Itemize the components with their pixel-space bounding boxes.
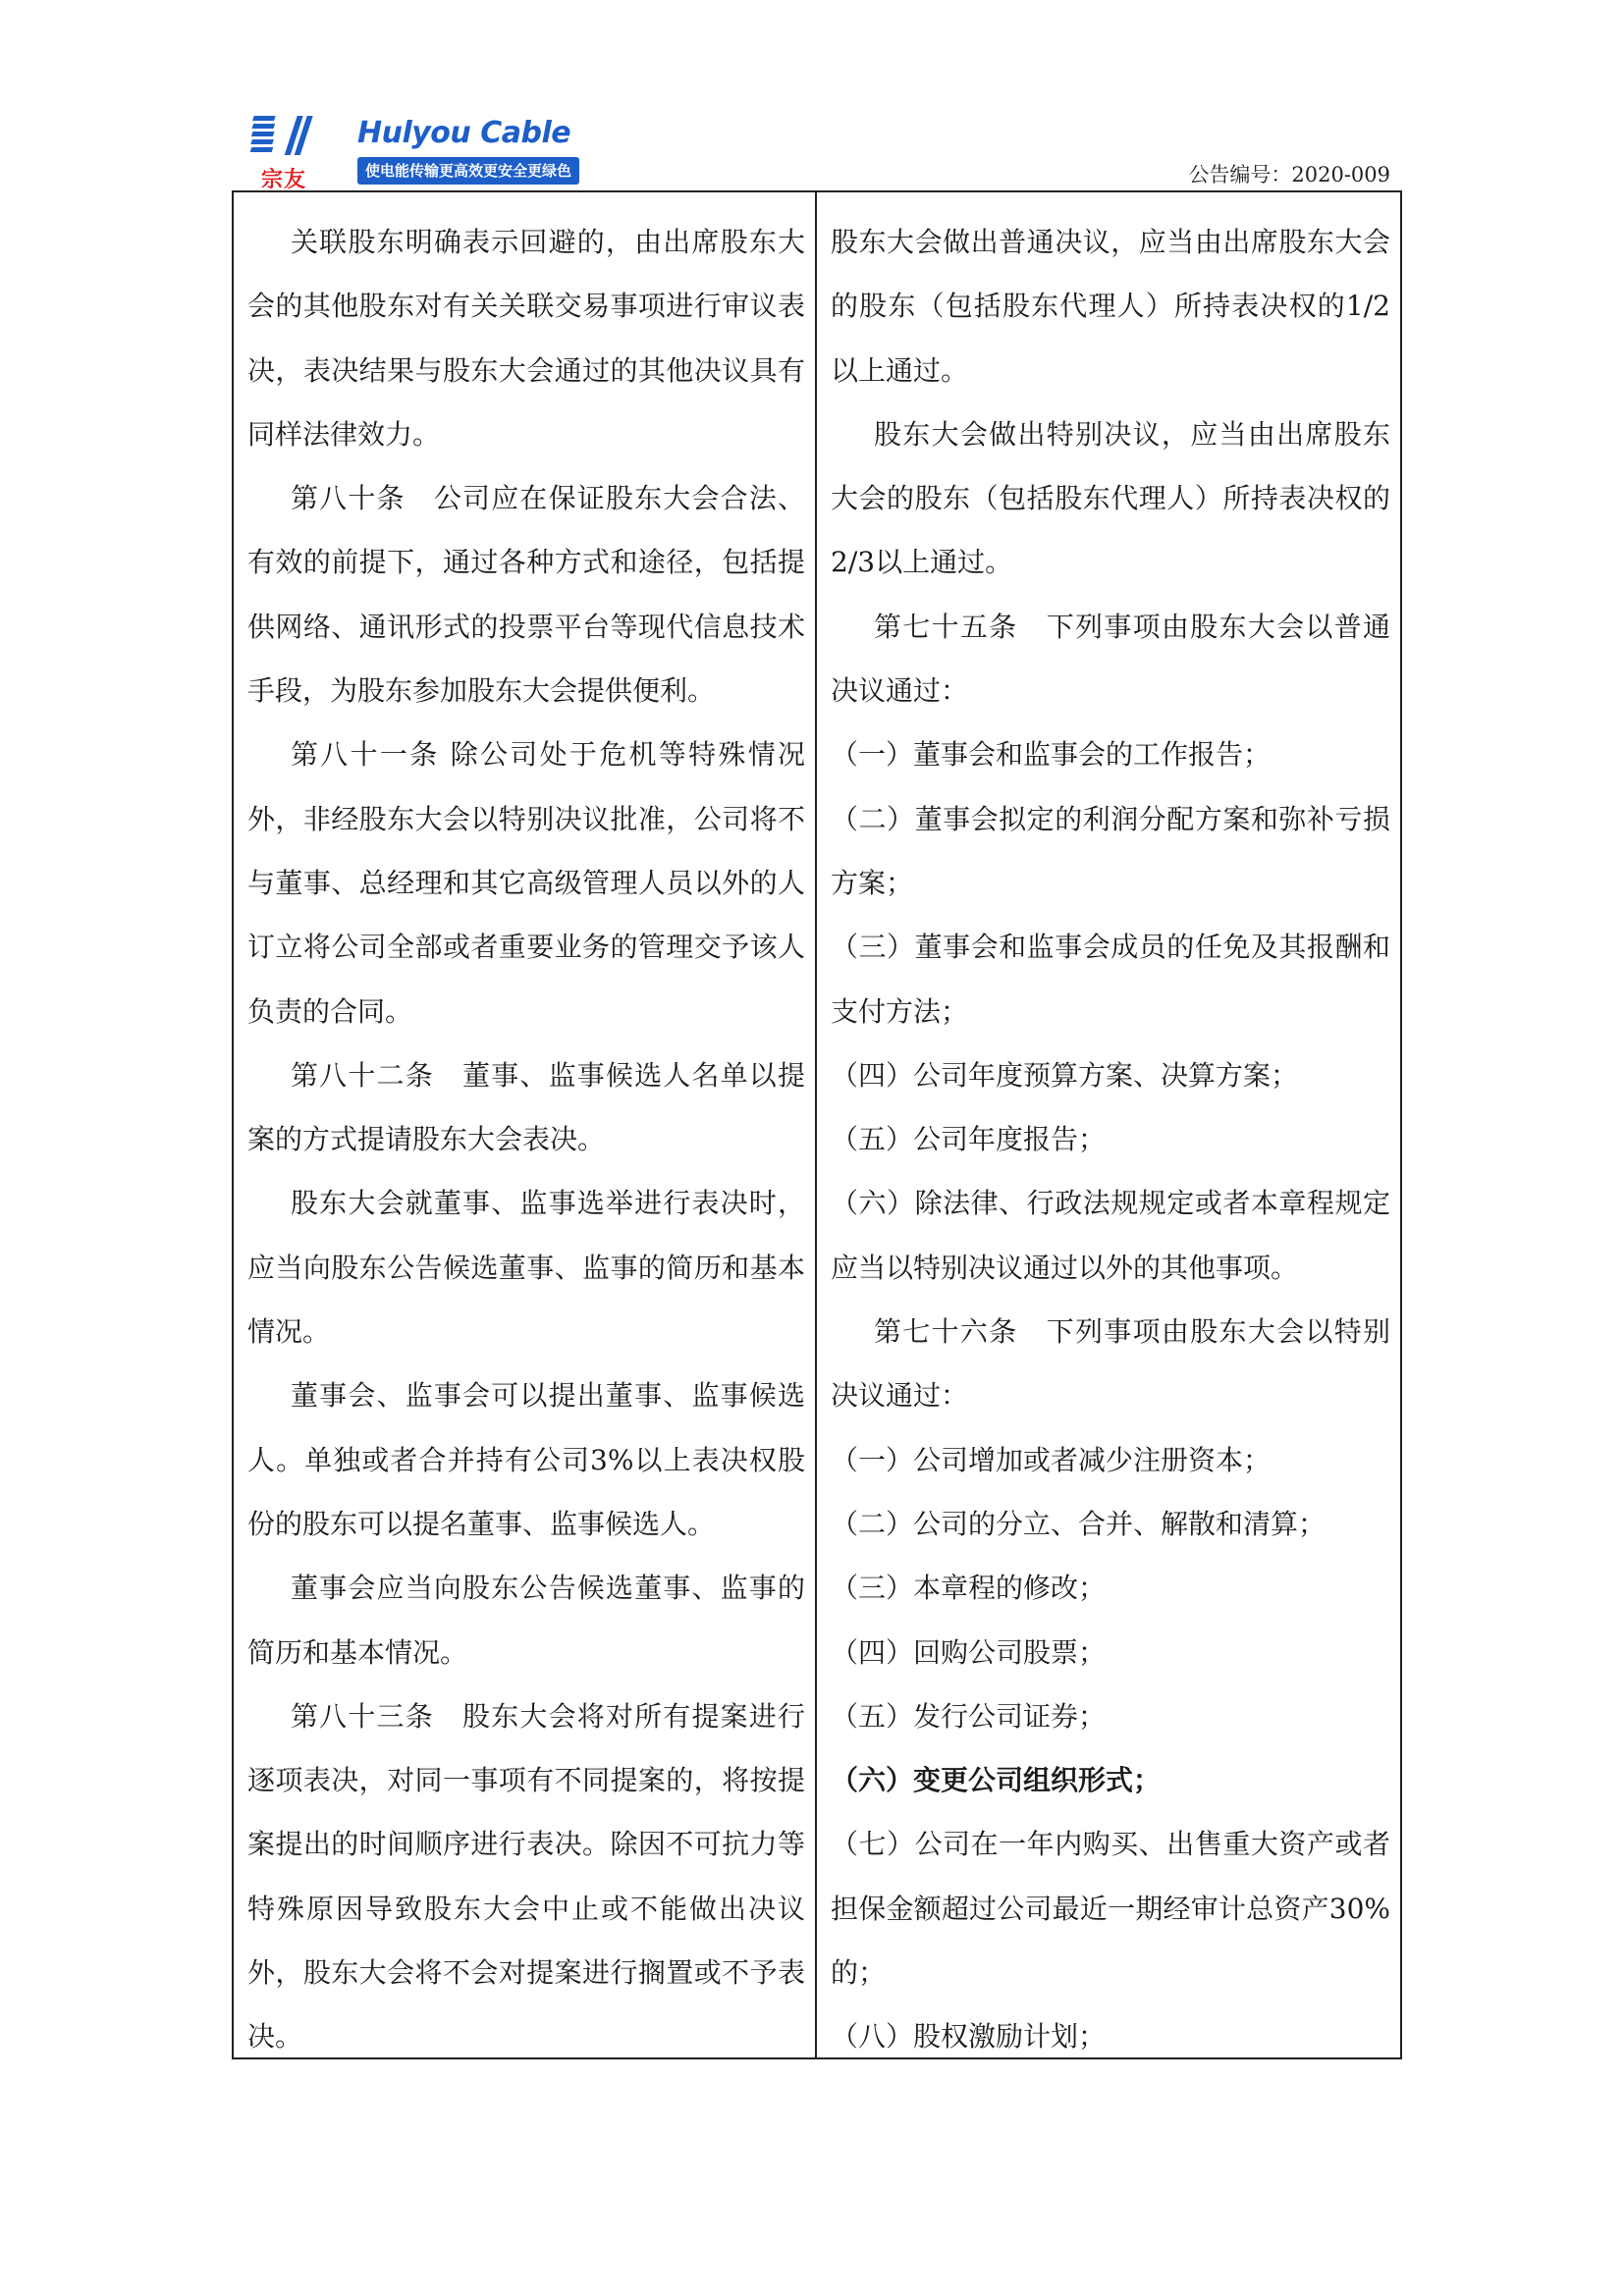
- page-header: [232, 106, 1394, 192]
- table-paragraph: 股东大会就董事、监事选举进行表决时，应当向股东公告候选董事、监事的简历和基本情况。: [247, 1187, 805, 1349]
- table-paragraph: （三）本章程的修改；: [831, 1572, 1107, 1605]
- table-paragraph: 第八十条 公司应在保证股东大会合法、有效的前提下，通过各种方式和途径，包括提供网络、通讯形式的投票平台等现代信息技术手段，为股东参加股东大会提供便利。: [247, 482, 805, 708]
- table-column-left: [234, 192, 817, 2057]
- table-paragraph: （五）发行公司证券；: [831, 1699, 1107, 1733]
- table-paragraph: 第八十三条 股东大会将对所有提案进行逐项表决，对同一事项有不同提案的，将按提案提出的时间顺序进行表决。除因不可抗力等特殊原因导致股东大会中止或不能做出决议外，股东大会将不会对提案进行搁置或不予表决。: [247, 1699, 805, 2054]
- table-paragraph: 董事会、监事会可以提出董事、监事候选人。单独或者合并持有公司3%以上表决权股份的股东可以提名董事、监事候选人。: [247, 1379, 805, 1540]
- table-paragraph: 董事会应当向股东公告候选董事、监事的简历和基本情况。: [247, 1572, 805, 1669]
- table-paragraph: （二）公司的分立、合并、解散和清算；: [831, 1507, 1326, 1540]
- table-paragraph: 第七十六条 下列事项由股东大会以特别决议通过：: [831, 1315, 1390, 1413]
- table-paragraph: （四）公司年度预算方案、决算方案；: [831, 1058, 1299, 1092]
- table-paragraph: 第八十二条 董事、监事候选人名单以提案的方式提请股东大会表决。: [247, 1058, 805, 1156]
- table-paragraph: （六）除法律、行政法规规定或者本章程规定应当以特别决议通过以外的其他事项。: [831, 1187, 1390, 1284]
- table-paragraph: 股东大会做出普通决议，应当由出席股东大会的股东（包括股东代理人）所持表决权的1/2以上通过。: [831, 226, 1390, 387]
- logo-brand-text: Hulyou Cable: [357, 116, 571, 150]
- table-paragraph: （七）公司在一年内购买、出售重大资产或者担保金额超过公司最近一期经审计总资产30%的；: [831, 1828, 1390, 1990]
- table-column-right: [817, 192, 1400, 2057]
- table-paragraph: 关联股东明确表示回避的，由出席股东大会的其他股东对有关关联交易事项进行审议表决，表决结果与股东大会通过的其他决议具有同样法律效力。: [247, 226, 805, 451]
- table-paragraph: （五）公司年度报告；: [831, 1123, 1107, 1156]
- comparison-table: [232, 190, 1402, 2059]
- table-paragraph: 第八十一条 除公司处于危机等特殊情况外，非经股东大会以特别决议批准，公司将不与董事、总经理和其它高级管理人员以外的人订立将公司全部或者重要业务的管理交予该人负责的合同。: [247, 738, 805, 1028]
- table-paragraph: （四）回购公司股票；: [831, 1635, 1107, 1669]
- table-paragraph: （六）变更公司组织形式；: [831, 1764, 1162, 1797]
- logo-chinese-name: 宗友: [261, 168, 307, 192]
- company-logo: [247, 112, 581, 192]
- table-paragraph: （一）董事会和监事会的工作报告；: [831, 738, 1272, 772]
- table-paragraph: 第七十五条 下列事项由股东大会以普通决议通过：: [831, 610, 1390, 708]
- table-paragraph: （一）公司增加或者减少注册资本；: [831, 1443, 1272, 1476]
- table-paragraph: （二）董事会拟定的利润分配方案和弥补亏损方案；: [831, 802, 1390, 899]
- logo-slogan: 使电能传输更高效更安全更绿色: [357, 157, 579, 185]
- notice-number: 公告编号：2020-009: [1188, 163, 1390, 187]
- table-paragraph: 股东大会做出特别决议，应当由出席股东大会的股东（包括股东代理人）所持表决权的2/3以上通过。: [831, 417, 1390, 579]
- table-paragraph: （八）股权激励计划；: [831, 2020, 1107, 2054]
- table-paragraph: （三）董事会和监事会成员的任免及其报酬和支付方法；: [831, 931, 1390, 1028]
